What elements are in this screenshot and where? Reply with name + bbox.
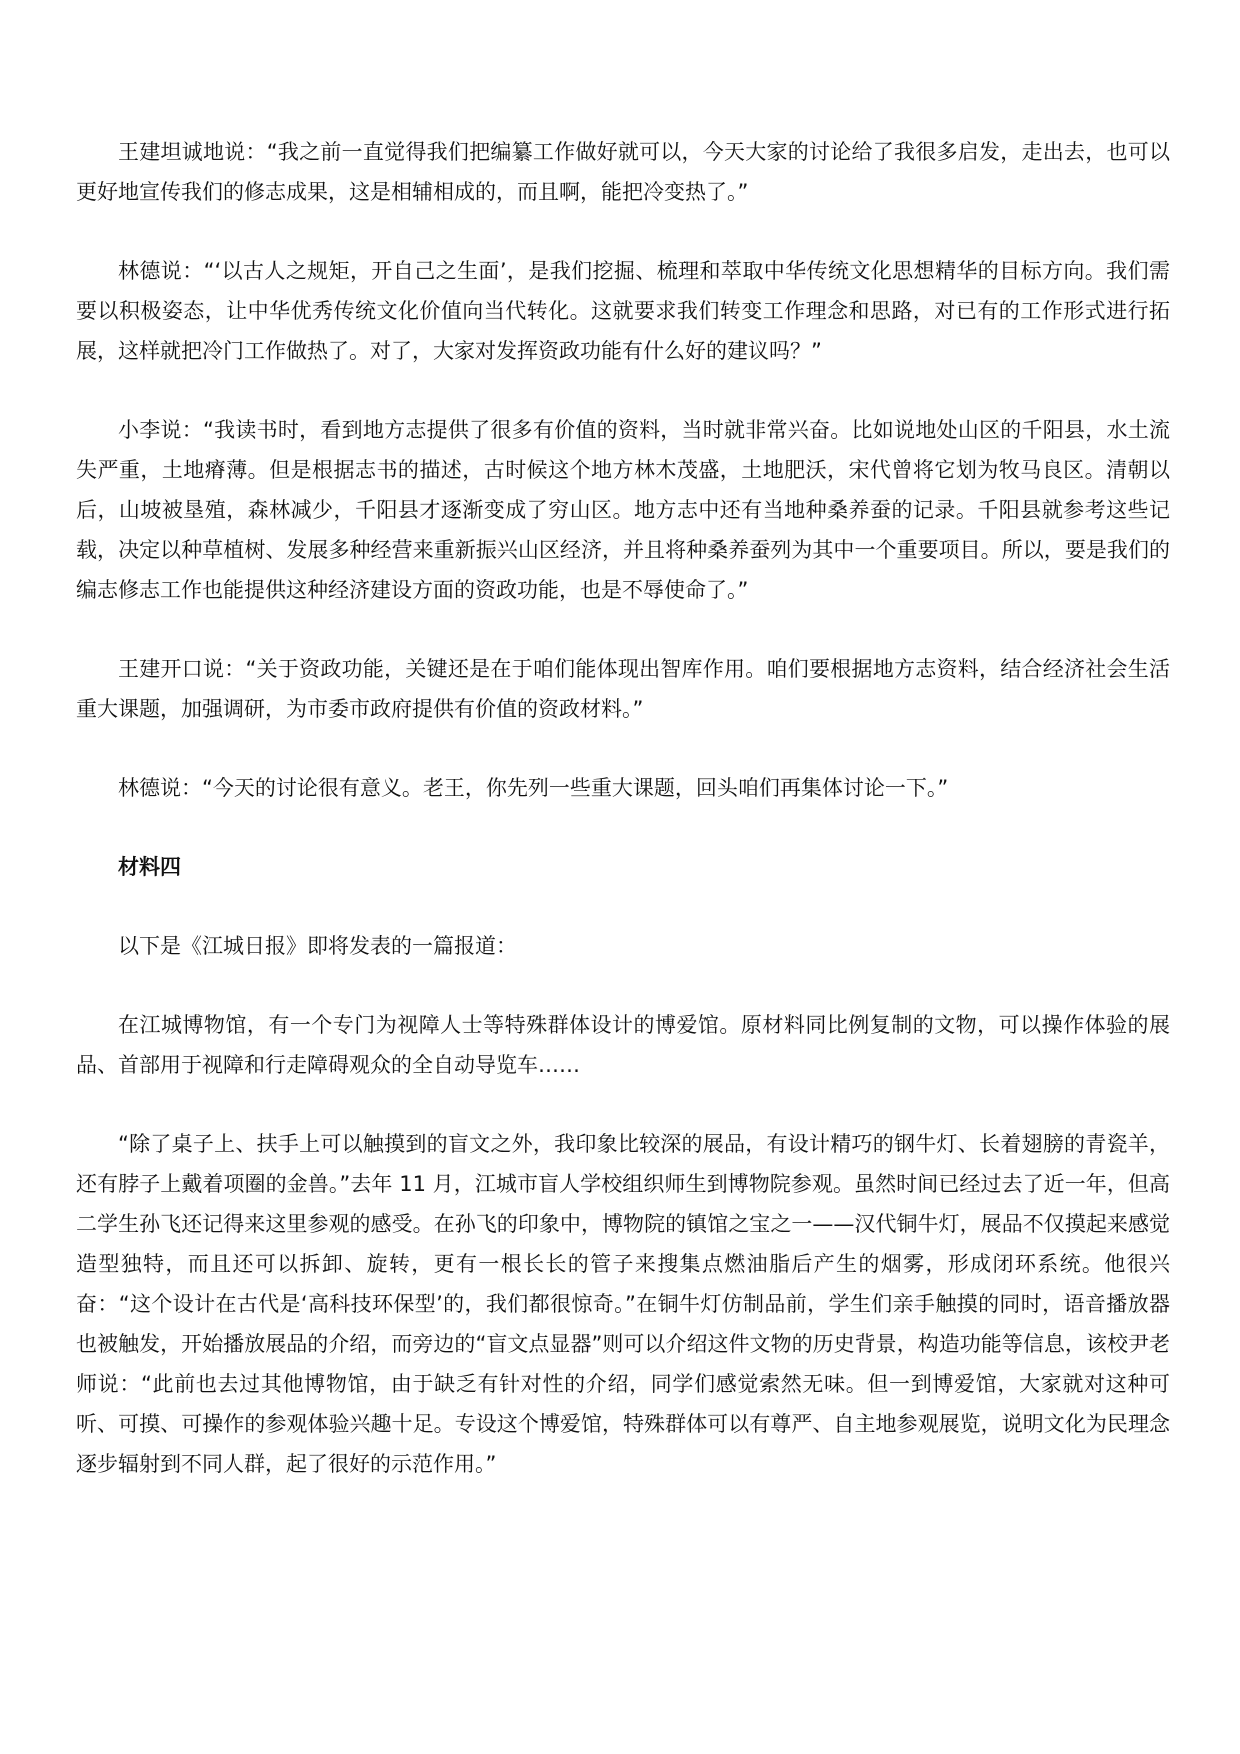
document-page: [76, 132, 1170, 1523]
section-heading: 材料四: [118, 855, 181, 879]
paragraph-linde-2: 林德说：“今天的讨论很有意义。老王，你先列一些重大课题，回头咱们再集体讨论一下。”: [118, 776, 949, 800]
paragraph-wangjian-1: 王建坦诚地说：“我之前一直觉得我们把编纂工作做好就可以，今天大家的讨论给了我很多启发，走出去，也可以更好地宣传我们的修志成果，这是相辅相成的，而且啊，能把冷变热了。”: [76, 140, 1170, 204]
paragraph-linde-1: 林德说：“‘以古人之规矩，开自己之生面’，是我们挖掘、梳理和萃取中华传统文化思想精华的目标方向。我们需要以积极姿态，让中华优秀传统文化价值向当代转化。这就要求我们转变工作理念和思路，对已有的工作形式进行拓展，这样就把冷门工作做热了。对了，大家对发挥资政功能有什么好的建议吗？”: [76, 259, 1170, 363]
paragraph-wangjian-2: 王建开口说：“关于资政功能，关键还是在于咱们能体现出智库作用。咱们要根据地方志资料，结合经济社会生活重大课题，加强调研，为市委市政府提供有价值的资政材料。”: [76, 657, 1170, 721]
paragraph-report-intro: 以下是《江城日报》即将发表的一篇报道：: [118, 934, 517, 958]
paragraph-report-museum: 在江城博物馆，有一个专门为视障人士等特殊群体设计的博爱馆。原材料同比例复制的文物，可以操作体验的展品、首部用于视障和行走障碍观众的全自动导览车……: [76, 1013, 1170, 1077]
paragraph-report-visit: “除了桌子上、扶手上可以触摸到的盲文之外，我印象比较深的展品，有设计精巧的钢牛灯、长着翅膀的青瓷羊，还有脖子上戴着项圈的金兽。”去年 11 月，江城市盲人学校组织师生到博物院参观。虽然时间已经过去了近一年，但高二学生孙飞还记得来这里参观的感受。在孙飞的印象中，博物院的镇馆之宝之一——汉代铜牛灯，展品不仅摸起来感觉造型独特，而且还可以拆卸、旋转，更有一根长长的管子来搜集点燃油脂后产生的烟雾，形成闭环系统。他很兴奋：“这个设计在古代是‘高科技环保型’的，我们都很惊奇。”在铜牛灯仿制品前，学生们亲手触摸的同时，语音播放器也被触发，开始播放展品的介绍，而旁边的“盲文点显器”则可以介绍这件文物的历史背景，构造功能等信息，该校尹老师说：“此前也去过其他博物馆，由于缺乏有针对性的介绍，同学们感觉索然无味。但一到博爱馆，大家就对这种可听、可摸、可操作的参观体验兴趣十足。专设这个博爱馆，特殊群体可以有尊严、自主地参观展览，说明文化为民理念逐步辐射到不同人群，起了很好的示范作用。”: [76, 1132, 1170, 1476]
paragraph-xiaoli: 小李说：“我读书时，看到地方志提供了很多有价值的资料，当时就非常兴奋。比如说地处山区的千阳县，水土流失严重，土地瘠薄。但是根据志书的描述，古时候这个地方林木茂盛，土地肥沃，宋代曾将它划为牧马良区。清朝以后，山坡被垦殖，森林减少，千阳县才逐渐变成了穷山区。地方志中还有当地种桑养蚕的记录。千阳县就参考这些记载，决定以种草植树、发展多种经营来重新振兴山区经济，并且将种桑养蚕列为其中一个重要项目。所以，要是我们的编志修志工作也能提供这种经济建设方面的资政功能，也是不辱使命了。”: [76, 418, 1170, 602]
